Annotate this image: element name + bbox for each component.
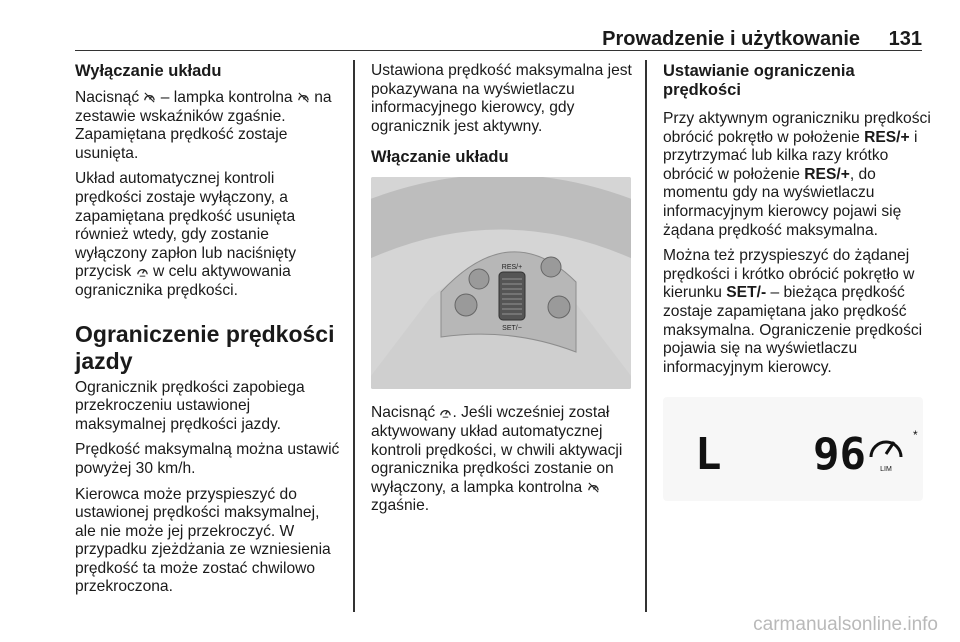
text: i przytrzymać lub kilka razy krótko obrócić w położenie (663, 128, 918, 183)
column-2 (371, 62, 633, 523)
text: , do momentu gdy na wyświetlaczu informacyjnym kierowcy pojawi się żądana prędkość maksymalna. (663, 165, 902, 239)
cruise-off-icon (587, 481, 600, 494)
page-header (75, 28, 922, 51)
res-label: RES/+ (501, 264, 523, 272)
lim-label: LIM (880, 466, 892, 474)
heading-enable: Włączanie układu (371, 148, 509, 167)
set-label: SET/− (502, 325, 522, 333)
res-plus-label: RES/+ (864, 128, 910, 146)
svg-text:*: * (913, 428, 918, 443)
cruise-off-button[interactable] (469, 269, 489, 289)
gear-indicator: L (695, 429, 722, 481)
driver-info-display (663, 397, 923, 501)
paragraph: Ogranicznik prędkości zapobiega przekroczeniu ustawionej maksymalnej prędkości jazdy. (75, 378, 305, 433)
limiter-button[interactable] (455, 294, 477, 316)
display-drawing (663, 397, 923, 501)
text: zgaśnie. (371, 497, 430, 515)
text: Układ automatycznej kontroli prędkości zostaje wyłączony, a zapamiętana prędkość usunięta również wtedy, gdy zostanie wyłączony zapłon lub naciśnięty przycisk (75, 170, 297, 281)
column-3 (663, 62, 931, 501)
set-minus-label: SET/- (726, 284, 767, 302)
cruise-off-icon (143, 91, 156, 104)
text: – bieżąca prędkość zostaje zapamiętana jako prędkość maksymalna. Ograniczenie prędkości pojawia się na wyświetlaczu informacyjnym kierowcy. (663, 284, 923, 376)
cruise-on-button[interactable] (541, 257, 561, 277)
steering-wheel-illustration (371, 177, 631, 389)
paragraph (75, 170, 343, 300)
text: w celu aktywowania ogranicznika prędkości. (75, 263, 291, 299)
text: Można też przyspieszyć do żądanej prędkości i krótko obrócić pokrętło w kierunku (663, 247, 915, 302)
watermark: carmanualsonline.info (753, 614, 938, 635)
paragraph: Ustawiona prędkość maksymalna jest pokazywana na wyświetlaczu informacyjnego kierowcy, gdy ogranicznik jest aktywny. (371, 62, 632, 135)
cruise-off-icon (297, 91, 310, 104)
heading-speed-limiter: Ograniczenie prędkości jazdy (75, 320, 335, 374)
res-plus-label: RES/+ (804, 165, 850, 183)
column-1 (75, 62, 343, 604)
text: – lampka kontrolna (156, 89, 297, 106)
paragraph: Prędkość maksymalną można ustawić powyżej 30 km/h. (75, 441, 340, 477)
text: Nacisnąć (371, 404, 440, 422)
text: na zestawie wskaźników zgaśnie. Zapamiętana prędkość zostaje usunięta. (75, 89, 332, 162)
paragraph: Kierowca może przyspieszyć do ustawionej prędkości maksymalnej, ale nie może jej przekroczyć. W przypadku zjeżdżania ze wzniesienia prędkość ta może zostać chwilowo przekroczona. (75, 485, 331, 596)
speed-limiter-icon (871, 428, 918, 457)
heading-disable: Wyłączanie układu (75, 62, 222, 80)
page-number: 131 (888, 28, 922, 50)
paragraph (371, 404, 633, 516)
paragraph (663, 247, 931, 377)
steering-wheel-drawing (371, 177, 631, 389)
column-divider (353, 60, 355, 612)
text: Przy aktywnym ograniczniku prędkości obrócić pokrętło w położenie (663, 110, 931, 146)
page-title: Prowadzenie i użytkowanie (602, 28, 860, 50)
heading-set-limit: Ustawianie ograniczenia prędkości (663, 62, 855, 99)
paragraph (663, 110, 931, 240)
paragraph (75, 89, 343, 163)
text: Nacisnąć (75, 89, 144, 106)
speed-value: 96 (813, 429, 866, 481)
column-divider (645, 60, 647, 612)
cancel-button[interactable] (548, 296, 570, 318)
speed-limiter-icon (439, 406, 452, 419)
text: . Jeśli wcześniej został aktywowany układ automatycznej kontroli prędkości, w chwili aktywacji ogranicznika prędkości zostanie on wyłączony, a lampka kontrolna (371, 404, 623, 496)
speed-limiter-icon (136, 265, 149, 278)
